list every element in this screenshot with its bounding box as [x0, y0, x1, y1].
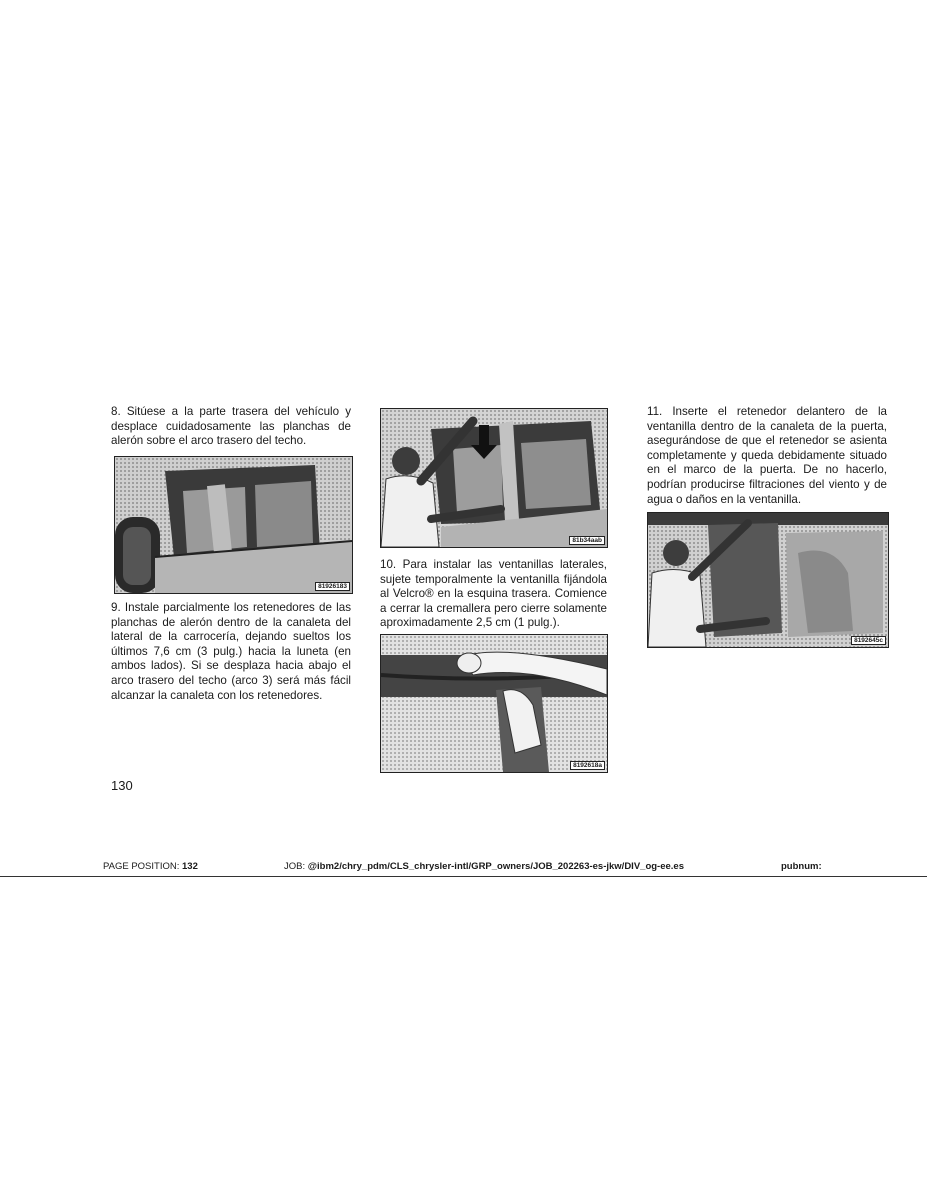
figure-code: 8192645c — [851, 636, 886, 645]
step-11-text: 11. Inserte el retenedor delantero de la ventanilla dentro de la canaleta de la puerta, asegurándose de que el retenedor se asienta completamente y queda debidamente situado en el marco de la puerta. De no hacerlo, podrían producirse filtraciones del viento y de agua o daños en la ventanilla. — [647, 405, 887, 506]
footer-position-label: PAGE POSITION: — [103, 861, 180, 872]
figure-code: 81926183 — [315, 582, 350, 591]
column-right — [647, 405, 887, 507]
footer-divider — [0, 876, 927, 877]
man-installing-side-window-image — [381, 409, 607, 547]
column-left — [111, 405, 351, 449]
step-9-text: 9. Instale parcialmente los retenedores de las planchas de alerón dentro de la canaleta del lateral de la carrocería, dejando sueltos los últimos 7,6 cm (3 pulg.) hacia la luneta (en ambos lados). Si se desplaza hacia abajo el arco trasero del techo (arco 3) será más fácil alcanzar la canaleta con los retenedores. — [111, 601, 351, 702]
hands-closing-zipper-image — [381, 635, 607, 772]
figure-window-install-illustration — [380, 408, 608, 548]
column-middle — [380, 558, 607, 631]
figure-zipper-illustration — [380, 634, 608, 773]
print-footer — [0, 860, 927, 874]
figure-code: 81b34aab — [569, 536, 605, 545]
footer-job-value: @ibm2/chry_pdm/CLS_chrysler-intl/GRP_owners/JOB_202263-es-jkw/DIV_og-ee.es — [307, 861, 684, 872]
step-8-text: 8. Sitúese a la parte trasera del vehículo y desplace cuidadosamente las planchas de alerón sobre el arco trasero del techo. — [111, 405, 351, 448]
footer-job-label: JOB: — [284, 861, 306, 872]
step-10-text: 10. Para instalar las ventanillas laterales, sujete temporalmente la ventanilla fijándola al Velcro® en la esquina trasera. Comience a cerrar la cremallera pero cierre solamente aproximadamente 2,5 cm (1 pulg.). — [380, 558, 607, 630]
footer-position-value: 132 — [182, 861, 198, 872]
figure-rear-roof-illustration — [114, 456, 353, 594]
man-inserting-retainer-image — [648, 513, 888, 647]
figure-code: 8192618a — [570, 761, 605, 770]
jeep-rear-soft-top-image — [115, 457, 352, 593]
footer-page-position — [103, 860, 198, 874]
page-number: 130 — [111, 778, 133, 793]
column-left-lower — [111, 601, 351, 703]
footer-pubnum-label: pubnum: — [781, 861, 822, 872]
figure-door-retainer-illustration — [647, 512, 889, 648]
footer-job — [284, 860, 684, 874]
